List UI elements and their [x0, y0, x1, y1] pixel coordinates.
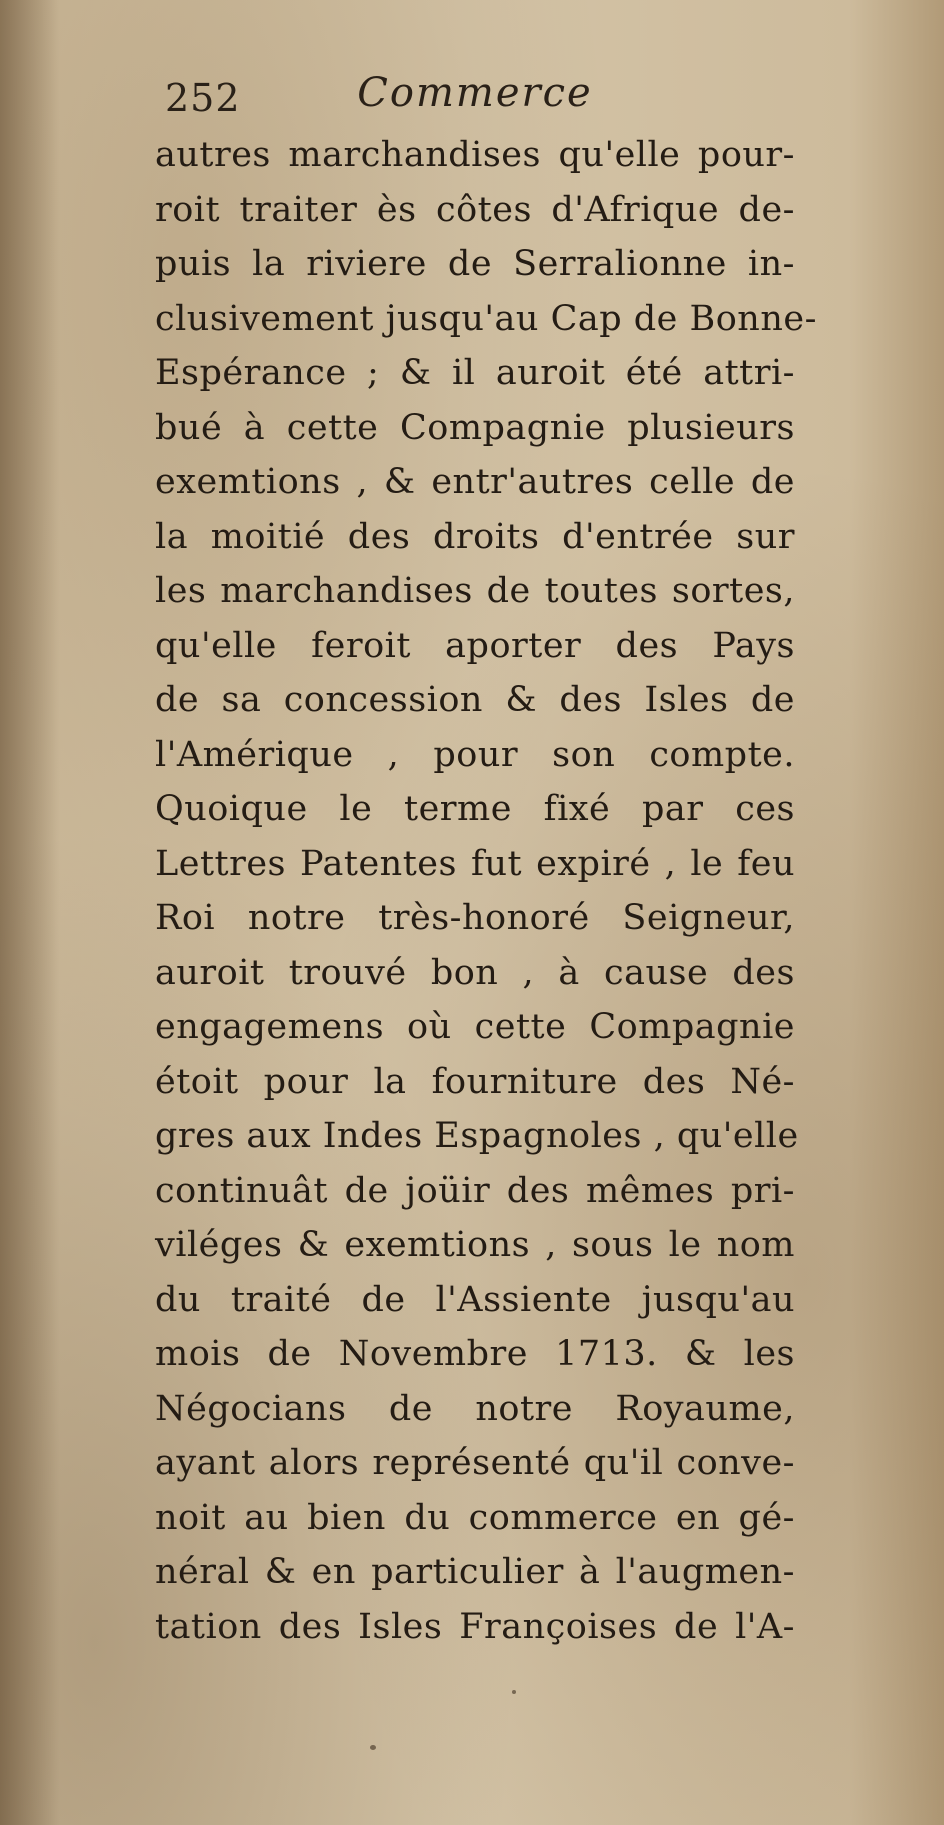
text-line: néral & en particulier à l'augmen- — [155, 1552, 795, 1592]
text-line: Espérance ; & il auroit été attri- — [155, 353, 795, 393]
text-line: les marchandises de toutes sortes, — [155, 571, 795, 611]
text-line: Négocians de notre Royaume, — [155, 1388, 795, 1429]
text-line: gres aux Indes Espagnoles , qu'elle — [155, 1116, 799, 1156]
text-line: auroit trouvé bon , à cause des — [155, 952, 795, 993]
text-line: tation des Isles Françoises de l'A- — [155, 1606, 795, 1647]
text-line: engagemens où cette Compagnie — [155, 1007, 795, 1047]
page-number: 252 — [165, 76, 241, 120]
running-head — [165, 70, 785, 130]
text-line: autres marchandises qu'elle pour- — [155, 135, 795, 175]
text-line: Lettres Patentes fut expiré , le feu — [155, 843, 795, 884]
text-line: roit traiter ès côtes d'Afrique de- — [155, 189, 795, 230]
text-line: la moitié des droits d'entrée sur — [155, 516, 795, 557]
text-line: Quoique le terme fixé par ces — [155, 789, 795, 829]
text-line: mois de Novembre 1713. & les — [155, 1334, 795, 1374]
text-line: qu'elle feroit aporter des Pays — [155, 625, 795, 666]
text-line: du traité de l'Assiente jusqu'au — [155, 1279, 795, 1320]
running-title: Commerce — [357, 70, 593, 116]
text-line: Roi notre très-honoré Seigneur, — [155, 898, 795, 938]
text-line: ayant alors représenté qu'il conve- — [155, 1443, 795, 1483]
body-text — [155, 128, 817, 1654]
text-line: puis la riviere de Serralionne in- — [155, 244, 795, 284]
paper-speck — [512, 1690, 516, 1694]
text-line: noit au bien du commerce en gé- — [155, 1497, 795, 1538]
text-line: exemtions , & entr'autres celle de — [155, 462, 795, 502]
spine-shadow — [0, 0, 60, 1825]
text-line: bué à cette Compagnie plusieurs — [155, 407, 795, 448]
text-line: viléges & exemtions , sous le nom — [155, 1225, 795, 1265]
text-line: étoit pour la fourniture des Né- — [155, 1061, 795, 1102]
text-line: l'Amérique , pour son compte. — [155, 734, 795, 775]
text-line: de sa concession & des Isles de — [155, 680, 795, 720]
paper-speck — [370, 1745, 376, 1750]
text-line: clusivement jusqu'au Cap de Bonne- — [155, 298, 817, 339]
text-line: continuât de joüir des mêmes pri- — [155, 1170, 795, 1211]
